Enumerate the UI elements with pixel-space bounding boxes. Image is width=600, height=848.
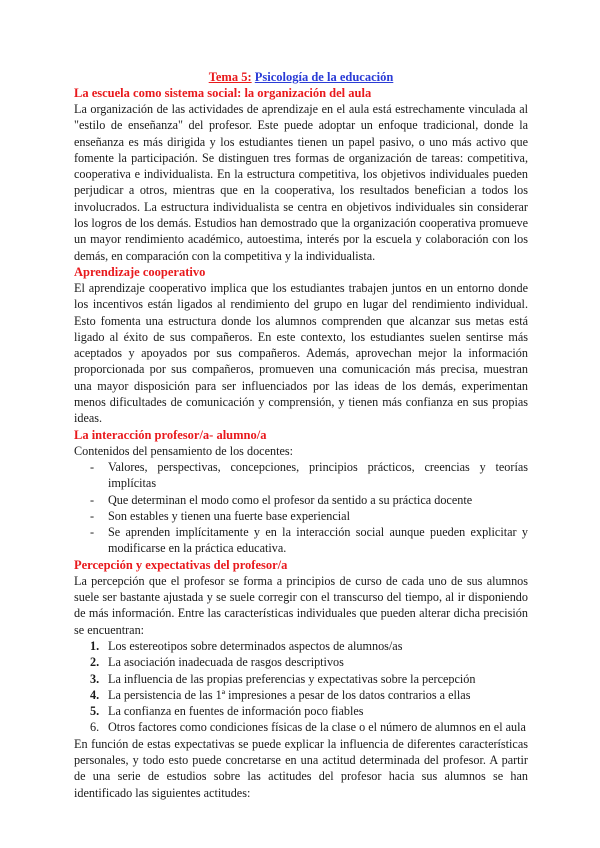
list-item-text: Los estereotipos sobre determinados aspectos de alumnos/as — [108, 638, 403, 653]
list-item — [90, 671, 528, 687]
section-heading-aprendizaje: Aprendizaje cooperativo — [74, 264, 206, 279]
list-number: 3. — [90, 671, 100, 686]
paragraph-organizacion: La organización de las actividades de aprendizaje en el aula está estrechamente vinculada al "estilo de enseñanza" del profesor. Este puede adoptar un enfoque tradicional, donde la enseñanza es más dirigida y los estudiantes tienen un papel pasivo, o uno más activo que fomente la participación. Se distinguen tres formas de organización de tareas: competitiva, cooperativa e individualista. En la estructura competitiva, los objetivos individuales pueden perjudicar a otros, mientras que en la cooperativa, los resultados benefician a todos los involucrados. La estructura individualista se centra en objetivos individuales sin considerar los logros de los demás. Estudios han demostrado que la organización cooperativa promueve un mayor rendimiento académico, autoestima, interés por la escuela y colaboración con los demás, en comparación con la competitiva y la individualista. — [74, 102, 528, 263]
paragraph-aprendizaje: El aprendizaje cooperativo implica que los estudiantes trabajen juntos en un entorno donde los incentivos están ligados al rendimiento del grupo en lugar del rendimiento individual. Esto fomenta una estructura donde los alumnos comprenden que alcanzar sus metas está ligado al éxito de sus compañeros. En este contexto, los estudiantes suelen sentirse más aceptados y apoyados por sus compañeros. Además, aprovechan mejor la información proporcionada por sus compañeros, promueven una comunicación más precisa, muestran una mayor disposición para ser influenciados por las ideas de los demás, experimentan menos dificultades de comunicación y comprensión, y tienen más confianza en sus propias ideas. — [74, 280, 528, 426]
section-heading-organizacion: La escuela como sistema social: la organización del aula — [74, 86, 372, 100]
paragraph-percepcion-closing: En función de estas expectativas se puede explicar la influencia de diferentes características personales, y todo esto puede concretarse en una actitud determinada del profesor. A partir de una serie de estudios sobre las actitudes del profesor hacia sus alumnos se han identificado las siguientes actitudes: — [74, 736, 528, 800]
list-item-text: La asociación inadecuada de rasgos descriptivos — [108, 655, 344, 670]
list-number: 1. — [90, 638, 100, 653]
section-heading-percepcion: Percepción y expectativas del profesor/a — [74, 557, 288, 572]
list-number: 4. — [90, 687, 100, 702]
paragraph-interaccion-intro: Contenidos del pensamiento de los docentes: — [74, 443, 293, 458]
list-item: - Son estables y tienen una fuerte base experiencial — [90, 508, 528, 524]
list-number: 5. — [90, 704, 100, 719]
title-text[interactable]: Psicología de la educación — [254, 70, 394, 84]
list-item — [90, 654, 528, 670]
list-item-text: La persistencia de las 1ª impresiones a pesar de los datos contrarios a ellas — [108, 687, 471, 702]
title-prefix: Tema 5: — [208, 70, 252, 84]
bullet-list-pensamiento — [74, 459, 528, 557]
section-heading-interaccion: La interacción profesor/a- alumno/a — [74, 427, 267, 442]
list-item-text: Otros factores como condiciones físicas de la clase o el número de alumnos en el aula — [108, 720, 526, 735]
paragraph-percepcion-intro: La percepción que el profesor se forma a principios de curso de cada uno de sus alumnos suele ser bastante ajustada y se suele corregir con el transcurso del tiempo, al ir disponiendo de más información. Entre las características individuales que pueden alterar dicha precisión se encuentran: — [74, 573, 528, 637]
numbered-list-caracteristicas — [74, 638, 528, 736]
list-item-text: La influencia de las propias preferencias y expectativas sobre la percepción — [108, 671, 476, 686]
list-item: - Se aprenden implícitamente y en la interacción social aunque pueden explicitar y modificarse en la práctica educativa. — [90, 524, 528, 557]
list-number: 2. — [90, 655, 100, 670]
list-item — [90, 703, 528, 719]
list-number: 6. — [90, 720, 100, 735]
list-item — [90, 638, 528, 654]
list-item: - Que determinan el modo como el profesor da sentido a su práctica docente — [90, 492, 528, 508]
document-title — [74, 70, 528, 84]
list-item: - Valores, perspectivas, concepciones, principios prácticos, creencias y teorías implícitas — [90, 459, 528, 492]
list-item-text: La confianza en fuentes de información poco fiables — [108, 704, 364, 719]
list-item — [90, 719, 528, 735]
list-item — [90, 687, 528, 703]
